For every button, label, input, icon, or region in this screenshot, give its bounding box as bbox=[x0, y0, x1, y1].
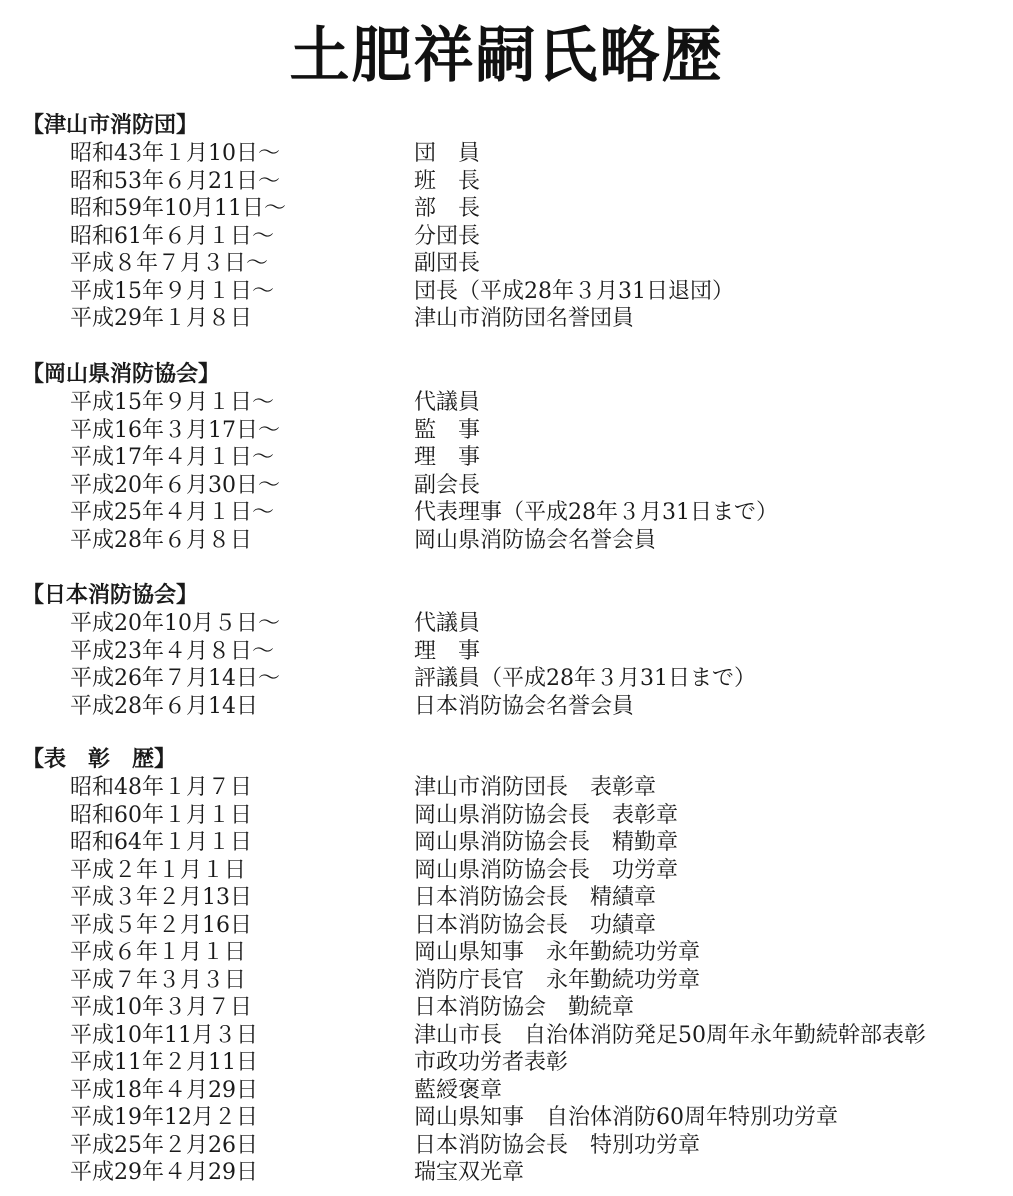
row-date: 平成10年３月７日 bbox=[70, 995, 252, 1020]
row-description: 日本消防協会長 特別功労章 bbox=[414, 1132, 701, 1158]
row-description: 岡山県消防協会長 表彰章 bbox=[414, 802, 679, 828]
row-description: 監 事 bbox=[414, 417, 481, 443]
row-description: 藍綬褒章 bbox=[414, 1077, 503, 1103]
history-row bbox=[0, 994, 1013, 1022]
row-date: 昭和64年１月１日 bbox=[70, 830, 252, 855]
history-row bbox=[0, 195, 1013, 223]
history-row bbox=[0, 140, 1013, 168]
row-description: 班 長 bbox=[414, 168, 481, 194]
row-description: 消防庁長官 永年勤続功労章 bbox=[414, 967, 701, 993]
row-date: 昭和59年10月11日～ bbox=[70, 196, 286, 221]
row-date: 平成15年９月１日～ bbox=[70, 390, 274, 415]
section-heading: 【日本消防協会】 bbox=[22, 583, 199, 608]
section-heading: 【岡山県消防協会】 bbox=[22, 362, 221, 387]
history-row bbox=[0, 223, 1013, 251]
row-description: 評議員（平成28年３月31日まで） bbox=[414, 666, 756, 691]
row-date: 平成18年４月29日 bbox=[70, 1077, 258, 1103]
row-date: 昭和43年１月10日～ bbox=[70, 141, 280, 166]
row-date: 平成25年２月26日 bbox=[70, 1132, 258, 1158]
document-title: 土肥祥嗣氏略歴 bbox=[289, 21, 724, 91]
history-row bbox=[0, 1077, 1013, 1105]
history-row bbox=[0, 444, 1013, 472]
row-description: 副団長 bbox=[414, 251, 481, 276]
row-description: 代議員 bbox=[414, 390, 481, 415]
row-description: 市政功労者表彰 bbox=[414, 1050, 569, 1075]
history-row bbox=[0, 168, 1013, 196]
history-row bbox=[0, 638, 1013, 666]
row-description: 瑞宝双光章 bbox=[414, 1160, 525, 1185]
history-row bbox=[0, 417, 1013, 445]
row-description: 分団長 bbox=[414, 223, 481, 249]
history-row bbox=[0, 610, 1013, 638]
history-row bbox=[0, 884, 1013, 912]
history-row bbox=[0, 305, 1013, 333]
history-row bbox=[0, 857, 1013, 885]
row-date: 平成29年４月29日 bbox=[70, 1160, 258, 1185]
row-description: 理 事 bbox=[414, 638, 481, 664]
row-description: 日本消防協会 勤続章 bbox=[414, 995, 635, 1020]
row-description: 岡山県消防協会名誉会員 bbox=[414, 527, 657, 553]
row-description: 副会長 bbox=[414, 472, 481, 498]
history-row bbox=[0, 967, 1013, 995]
row-description: 岡山県知事 永年勤続功労章 bbox=[414, 940, 701, 965]
history-row bbox=[0, 912, 1013, 940]
row-date: 平成20年６月30日～ bbox=[70, 472, 280, 498]
row-date: 平成16年３月17日～ bbox=[70, 417, 280, 443]
row-date: 昭和48年１月７日 bbox=[70, 775, 252, 800]
history-row bbox=[0, 693, 1013, 721]
history-row bbox=[0, 250, 1013, 278]
row-description: 部 長 bbox=[414, 196, 481, 221]
history-row bbox=[0, 1049, 1013, 1077]
row-date: 平成26年７月14日～ bbox=[70, 666, 280, 691]
history-row bbox=[0, 1104, 1013, 1132]
row-description: 岡山県消防協会長 精勤章 bbox=[414, 830, 679, 855]
row-date: 平成６年１月１日 bbox=[70, 940, 247, 965]
section-heading: 【表 彰 歴】 bbox=[22, 747, 177, 772]
row-description: 日本消防協会長 精績章 bbox=[414, 885, 657, 910]
history-row bbox=[0, 472, 1013, 500]
row-date: 平成29年１月８日 bbox=[70, 306, 252, 331]
row-description: 団長（平成28年３月31日退団） bbox=[414, 278, 734, 304]
history-row bbox=[0, 829, 1013, 857]
row-description: 理 事 bbox=[414, 445, 481, 470]
row-date: 昭和53年６月21日～ bbox=[70, 168, 280, 194]
history-row bbox=[0, 278, 1013, 306]
section-heading: 【津山市消防団】 bbox=[22, 113, 199, 138]
row-description: 津山市消防団名誉団員 bbox=[414, 306, 635, 331]
row-date: 平成20年10月５日～ bbox=[70, 611, 280, 636]
row-date: 平成５年２月16日 bbox=[70, 912, 252, 938]
row-date: 平成17年４月１日～ bbox=[70, 445, 274, 470]
row-description: 団 員 bbox=[414, 141, 481, 166]
row-date: 平成７年３月３日 bbox=[70, 967, 247, 993]
row-date: 平成28年６月14日 bbox=[70, 693, 258, 719]
row-description: 代議員 bbox=[414, 611, 481, 636]
row-description: 代表理事（平成28年３月31日まで） bbox=[414, 500, 778, 525]
row-date: 平成23年４月８日～ bbox=[70, 638, 274, 664]
history-row bbox=[0, 389, 1013, 417]
row-date: 昭和60年１月１日 bbox=[70, 802, 252, 828]
history-row bbox=[0, 665, 1013, 693]
row-date: 平成２年１月１日 bbox=[70, 857, 247, 883]
row-date: 平成15年９月１日～ bbox=[70, 278, 274, 304]
row-date: 昭和61年６月１日～ bbox=[70, 223, 274, 249]
history-row bbox=[0, 499, 1013, 527]
history-row bbox=[0, 774, 1013, 802]
history-row bbox=[0, 1159, 1013, 1187]
history-row bbox=[0, 1022, 1013, 1050]
row-date: 平成３年２月13日 bbox=[70, 885, 252, 910]
row-description: 日本消防協会長 功績章 bbox=[414, 912, 657, 938]
history-row bbox=[0, 1132, 1013, 1160]
history-row bbox=[0, 527, 1013, 555]
row-date: 平成25年４月１日～ bbox=[70, 500, 274, 525]
row-date: 平成10年11月３日 bbox=[70, 1022, 258, 1048]
row-date: 平成19年12月２日 bbox=[70, 1105, 258, 1130]
row-description: 津山市消防団長 表彰章 bbox=[414, 775, 657, 800]
row-description: 岡山県知事 自治体消防60周年特別功労章 bbox=[414, 1105, 838, 1130]
row-date: 平成８年７月３日～ bbox=[70, 251, 269, 276]
history-row bbox=[0, 939, 1013, 967]
row-date: 平成11年２月11日 bbox=[70, 1050, 258, 1075]
history-row bbox=[0, 802, 1013, 830]
row-description: 津山市長 自治体消防発足50周年永年勤続幹部表彰 bbox=[414, 1022, 926, 1048]
row-description: 岡山県消防協会長 功労章 bbox=[414, 857, 679, 883]
row-date: 平成28年６月８日 bbox=[70, 527, 252, 553]
row-description: 日本消防協会名誉会員 bbox=[414, 693, 635, 719]
